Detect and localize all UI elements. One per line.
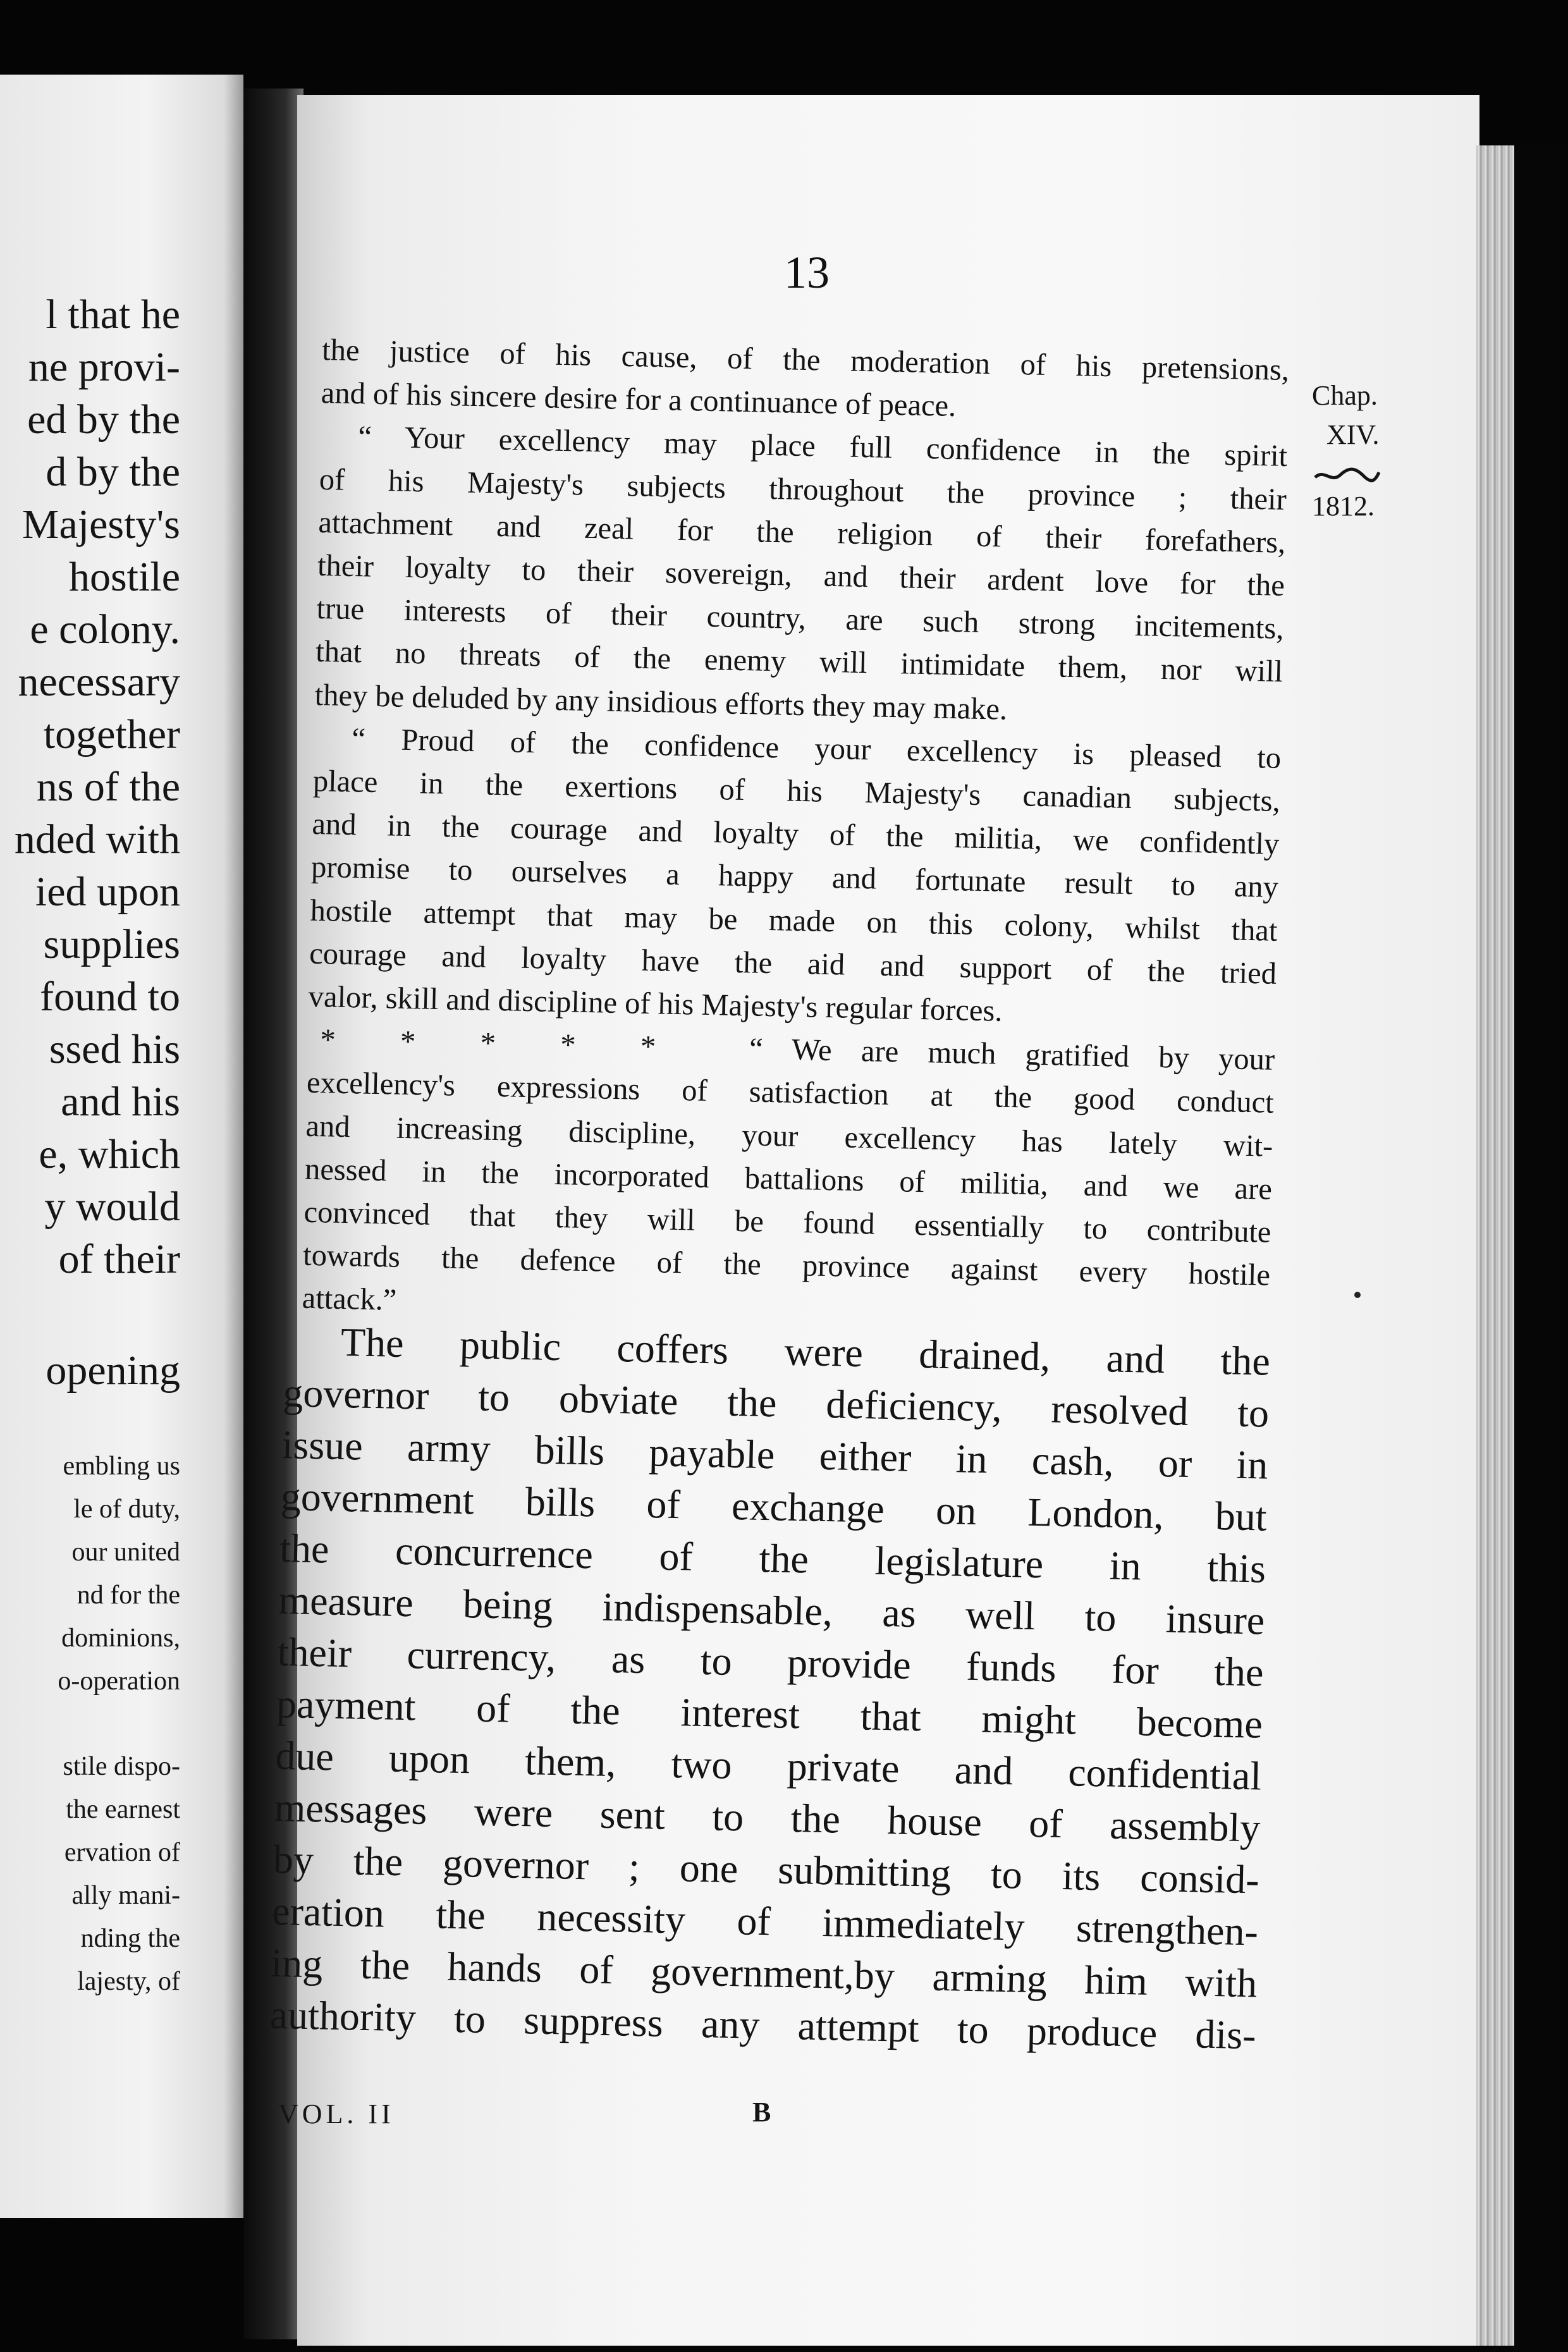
quoted-address — [302, 329, 1290, 1340]
left-page-line: e colony. — [30, 606, 180, 652]
text-line: messages were sent to the house of assembly — [273, 1784, 1261, 1851]
text-line: excellency's expressions of satisfaction at the good conduct — [306, 1066, 1275, 1120]
left-page-line: ns of the — [36, 764, 180, 810]
text-line: the concurrence of the legislature in this — [279, 1525, 1266, 1591]
swirl-ornament-icon — [1312, 466, 1381, 485]
left-page-line: hostile — [69, 554, 180, 600]
text-line: and in the courage and loyalty of the militia, we confidently — [312, 807, 1280, 862]
text-line: and increasing discipline, your excellency has lately wit- — [305, 1109, 1273, 1163]
left-page-line: o-operation — [58, 1667, 180, 1696]
margin-chap: Chap. — [1312, 380, 1378, 411]
text-line: their currency, as to provide funds for the — [277, 1629, 1265, 1695]
left-page-line: stile dispo- — [63, 1752, 180, 1781]
left-page-line: ne provi- — [28, 344, 180, 390]
margin-year: 1812. — [1312, 491, 1375, 522]
text-line: “ Your excellency may place full confidence in the spirit — [357, 420, 1288, 474]
left-page-line: e, which — [39, 1131, 180, 1177]
text-line: they be deluded by any insidious efforts they may make. — [314, 678, 1008, 726]
text-line: attachment and zeal for the religion of their forefathers, — [318, 505, 1286, 560]
left-page-line: of their — [58, 1236, 180, 1282]
left-page-line: ally mani- — [71, 1881, 180, 1910]
text-line: convinced that they will be found essentially to contribute — [303, 1195, 1271, 1249]
left-page-line: together — [43, 711, 180, 757]
text-line: of his Majesty's subjects throughout the province ; their — [319, 462, 1287, 517]
left-page-line: le of duty, — [73, 1495, 180, 1524]
text-line: payment of the interest that might become — [276, 1681, 1263, 1747]
text-line: valor, skill and discipline of his Majesty's regular forces. — [308, 979, 1003, 1028]
text-line: measure being indispensable, as well to insure — [278, 1577, 1265, 1643]
left-page-line: embling us — [63, 1452, 180, 1481]
text-line: “ Proud of the confidence your excellency is pleased to — [351, 721, 1282, 775]
left-page-line: Majesty's — [21, 501, 180, 548]
left-page-line: the earnest — [66, 1795, 180, 1824]
footer-signature-mark: B — [752, 2097, 771, 2128]
text-line: and of his sincere desire for a continuance of peace. — [321, 376, 957, 424]
left-page-line: nding the — [80, 1924, 180, 1953]
footer-volume: VOL. II — [278, 2098, 395, 2129]
omission-stars: * * * * * — [319, 1023, 674, 1065]
text-line: authority to suppress any attempt to produce dis- — [269, 1992, 1257, 2058]
text-line: ing the hands of government,by arming him with — [270, 1940, 1258, 2006]
text-line: that no threats of the enemy will intimidate them, nor will — [315, 635, 1283, 689]
left-page-line: nd for the — [77, 1581, 180, 1610]
left-page-line: supplies — [43, 921, 180, 967]
text-line: towards the defence of the province against every hostile — [302, 1238, 1271, 1292]
left-page-line: ed by the — [27, 396, 180, 443]
ink-speck — [1354, 1292, 1361, 1298]
left-page-line: ssed his — [49, 1026, 180, 1072]
page-number: 13 — [784, 247, 830, 298]
text-line: promise to ourselves a happy and fortunate result to any — [310, 850, 1279, 905]
text-line: The public coffers were drained, and the — [340, 1319, 1271, 1384]
left-page-line: dominions, — [61, 1624, 180, 1653]
text-line: courage and loyalty have the aid and support of the tried — [309, 936, 1277, 991]
text-line: hostile attempt that may be made on this colony, whilst that — [310, 893, 1278, 948]
text-line: true interests of their country, are such strong incitements, — [316, 592, 1284, 646]
text-line: due upon them, two private and confidential — [274, 1732, 1262, 1799]
text-line: nessed in the incorporated battalions of militia, and we are — [304, 1152, 1273, 1206]
left-page-line: and his — [61, 1079, 180, 1125]
body-paragraph — [269, 1315, 1271, 2061]
left-page-line: necessary — [18, 659, 180, 705]
right-border — [1514, 145, 1568, 2352]
left-page-line: l that he — [46, 291, 180, 338]
text-line: by the governor ; one submitting to its consid- — [273, 1836, 1260, 1902]
text-line: their loyalty to their sovereign, and their ardent love for the — [317, 548, 1285, 603]
left-page-line: lajesty, of — [77, 1967, 180, 1996]
left-page-line: nded with — [14, 816, 180, 862]
left-page-line: opening — [46, 1347, 180, 1393]
left-page-line: y would — [44, 1184, 180, 1230]
margin-chapter-numeral: XIV. — [1326, 419, 1380, 450]
text-line: attack.” — [302, 1282, 397, 1318]
stars-line-text: “ We are much gratified by your — [749, 1032, 1275, 1077]
text-line: governor to obviate the deficiency, resolved to — [282, 1369, 1270, 1436]
text-line: issue army bills payable either in cash, or in — [281, 1421, 1269, 1488]
left-page — [0, 75, 243, 2218]
left-page-line: d by the — [46, 449, 180, 495]
text-line: government bills of exchange on London, but — [280, 1473, 1268, 1540]
left-page-line: found to — [40, 974, 180, 1020]
text-line: the justice of his cause, of the moderation of his pretensions, — [321, 333, 1290, 388]
left-page-line: ervation of — [64, 1838, 180, 1867]
page-edges — [1476, 145, 1514, 2346]
text-line: eration the necessity of immediately strengthen- — [271, 1888, 1259, 1954]
text-line: place in the exertions of his Majesty's canadian subjects, — [312, 764, 1281, 818]
left-page-line: our united — [71, 1538, 180, 1567]
left-page-line: ied upon — [35, 869, 180, 915]
